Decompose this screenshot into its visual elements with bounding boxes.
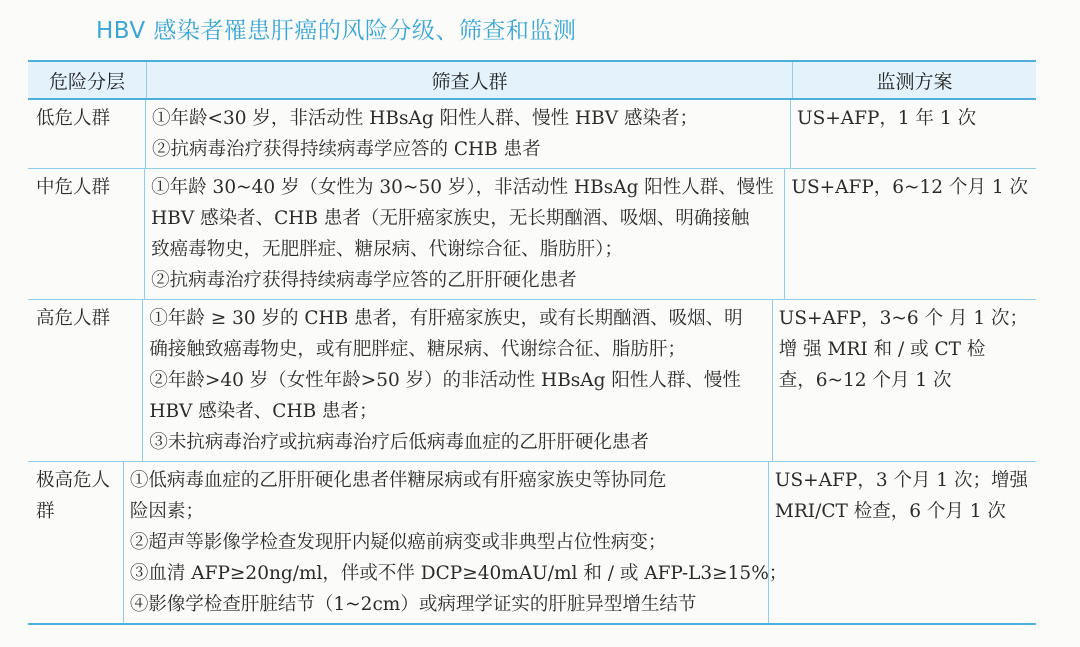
monitoring-plan-cell xyxy=(785,169,1036,299)
plan-line: US+AFP，6~12 个月 1 次 xyxy=(791,177,1028,198)
population-line: ①年龄<30 岁，非活动性 HBsAg 阳性人群、慢性 HBV 感染者； xyxy=(152,108,698,129)
header-risk-level: 危险分层 xyxy=(28,62,147,98)
monitoring-plan-cell xyxy=(791,100,1036,168)
risk-level-cell: 极高危人群 xyxy=(28,462,124,623)
population-cell xyxy=(146,100,791,168)
population-cell xyxy=(143,300,772,461)
population-line: ①年龄 30~40 岁（女性为 30~50 岁），非活动性 HBsAg 阳性人群、慢性 xyxy=(151,177,774,198)
risk-level-cell: 高危人群 xyxy=(28,300,143,461)
population-line: ②抗病毒治疗获得持续病毒学应答的 CHB 患者 xyxy=(152,139,541,160)
population-line: 致癌毒物史，无肥胖症、糖尿病、代谢综合征、脂肪肝）； xyxy=(151,239,623,260)
table-bottom-rule xyxy=(28,623,1036,625)
population-line: ④影像学检查肝脏结节（1~2cm）或病理学证实的肝脏异型增生结节 xyxy=(129,594,697,615)
table-row xyxy=(28,462,1036,623)
population-line: HBV 感染者、CHB 患者（无肝癌家族史，无长期酗酒、吸烟、明确接触 xyxy=(151,208,750,229)
plan-line: US+AFP，3 个月 1 次；增强 xyxy=(774,470,1028,491)
risk-table xyxy=(28,60,1036,625)
monitoring-plan-cell xyxy=(773,300,1036,461)
population-line: ②抗病毒治疗获得持续病毒学应答的乙肝肝硬化患者 xyxy=(151,270,577,291)
monitoring-plan-cell xyxy=(769,462,1036,623)
header-monitoring-plan: 监测方案 xyxy=(876,70,953,93)
plan-line: MRI/CT 检查，6 个月 1 次 xyxy=(774,501,1006,522)
population-cell xyxy=(124,462,788,623)
population-line: ②年龄>40 岁（女性年龄>50 岁）的非活动性 HBsAg 阳性人群、慢性 xyxy=(149,370,741,391)
table-row xyxy=(28,300,1036,462)
population-line: 险因素； xyxy=(129,501,204,522)
table-row xyxy=(28,169,1036,300)
population-line: ③未抗病毒治疗或抗病毒治疗后低病毒血症的乙肝肝硬化患者 xyxy=(149,432,649,453)
plan-line: 增 强 MRI 和 / 或 CT 检 xyxy=(778,339,986,360)
population-line: ②超声等影像学检查发现肝内疑似癌前病变或非典型占位性病变； xyxy=(129,532,667,553)
population-line: HBV 感染者、CHB 患者； xyxy=(149,401,378,422)
table-title: HBV 感染者罹患肝癌的风险分级、筛查和监测 xyxy=(96,18,577,44)
plan-line: US+AFP，1 年 1 次 xyxy=(797,108,977,129)
plan-line: US+AFP，3~6 个 月 1 次； xyxy=(778,308,1028,329)
risk-level-cell: 低危人群 xyxy=(28,100,146,168)
population-cell xyxy=(145,169,785,299)
population-line: 确接触致癌毒物史，或有肥胖症、糖尿病、代谢综合征、脂肪肝； xyxy=(149,339,686,360)
risk-level-cell: 中危人群 xyxy=(28,169,145,299)
plan-line: 查，6~12 个月 1 次 xyxy=(778,370,952,391)
table-row xyxy=(28,100,1036,169)
header-screening-population: 筛查人群 xyxy=(147,62,793,98)
population-line: ①年龄 ≥ 30 岁的 CHB 患者，有肝癌家族史，或有长期酗酒、吸烟、明 xyxy=(149,308,743,329)
population-line: ①低病毒血症的乙肝肝硬化患者伴糖尿病或有肝癌家族史等协同危 xyxy=(129,470,667,491)
population-line: ③血清 AFP≥20ng/ml，伴或不伴 DCP≥40mAU/ml 和 / 或 AFP-L3≥15%； xyxy=(129,563,788,584)
table-header-row xyxy=(28,62,1036,100)
